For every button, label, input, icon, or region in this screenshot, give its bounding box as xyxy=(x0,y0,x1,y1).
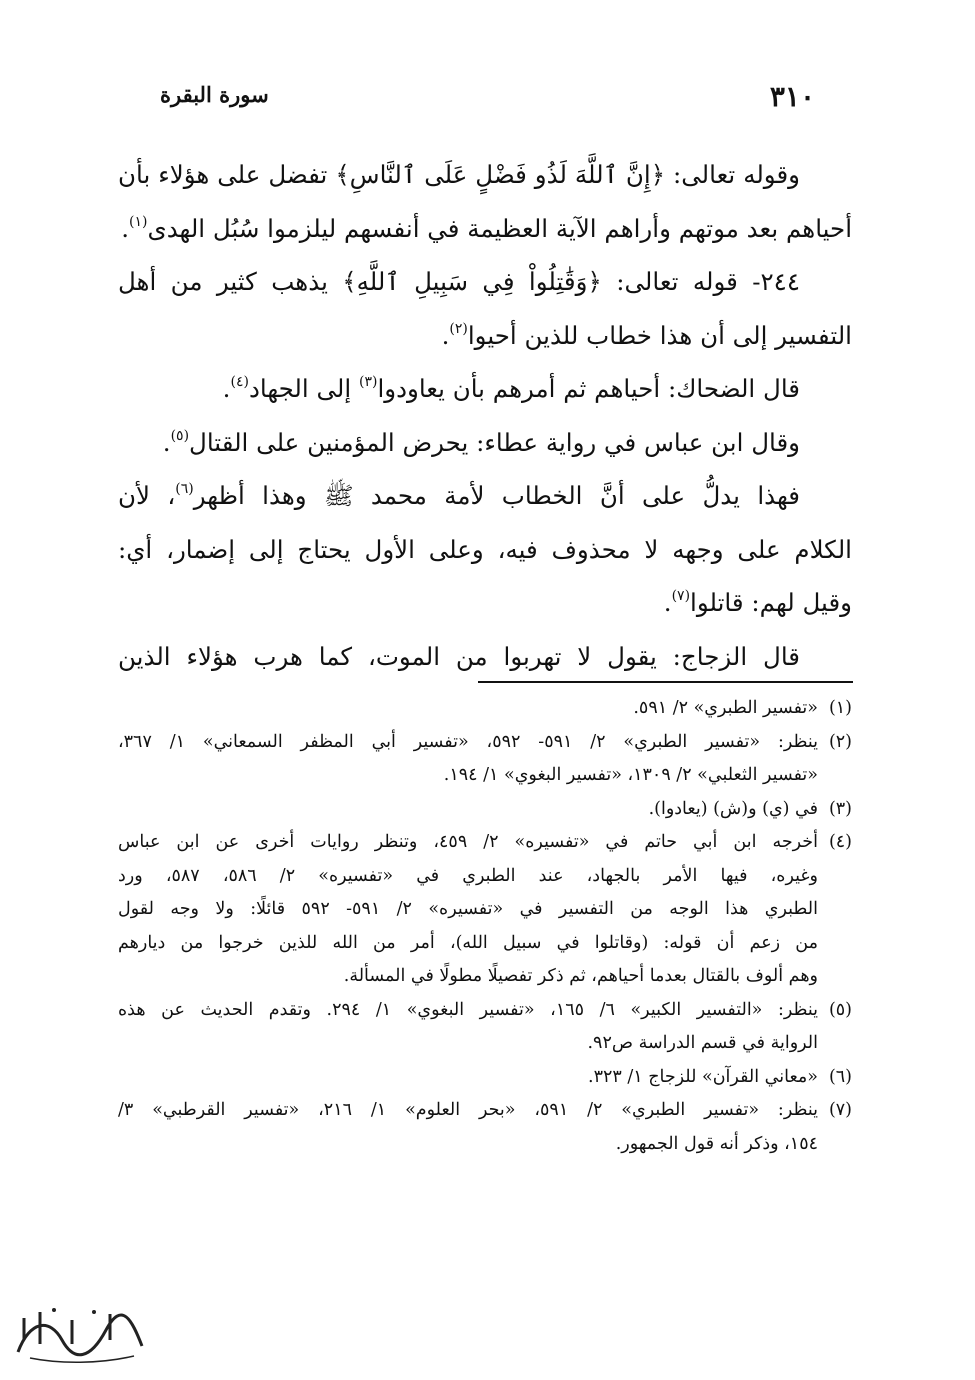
footnote-number: (٢) xyxy=(828,731,852,752)
body-line-3: ٢٤٤- قوله تعالى: ﴿وَقَٰتِلُواْ فِي سَبِيلِ ٱللَّهِ﴾ يذهب كثير من أهل xyxy=(118,267,800,296)
body-line-8: الكلام على وجهه لا محذوف فيه، وعلى الأول يحتاج إلى إضمار، أي: xyxy=(118,534,852,564)
footnote-text: الرواية في قسم الدراسة ص٩٢. xyxy=(587,1033,818,1053)
body-line-2: أحياهم بعد موتهم وأراهم الآية العظيمة في أنفسهم ليلزموا سُبُل الهدى$^{(١)}$. xyxy=(121,213,852,243)
publisher-logo xyxy=(10,1300,150,1368)
body-line-1: وقوله تعالى: ﴿إِنَّ ٱللَّهَ لَذُو فَضْلٍ عَلَى ٱلنَّاسِ﴾ تفضل على هؤلاء بأن xyxy=(118,160,800,189)
footnote-text: من زعم أن قوله: (وقاتلوا في سبيل الله)، أمر من الله للذين خرجوا من ديارهم xyxy=(118,932,818,953)
footnote-ref-4[interactable]: (٤) xyxy=(230,374,249,390)
footnote-number: (٥) xyxy=(828,999,852,1020)
footnote-3 xyxy=(118,793,852,827)
footnote-text: وهم ألوف بالقتال بعدما أحياهم، ثم ذكر تفصيلًا مطولًا في المسألة. xyxy=(343,966,818,986)
footnote-5 xyxy=(118,994,852,1061)
footnote-text: «تفسير الثعلبي» ٢/ ١٣٠٩، «تفسير البغوي» ١/ ١٩٤. xyxy=(443,765,818,785)
body-line-6: وقال ابن عباس في رواية عطاء: يحرض المؤمنين على القتال$^{(٥)}$. xyxy=(162,427,800,457)
body-line-9: وقيل لهم: قاتلوا$^{(٧)}$. xyxy=(663,588,852,617)
footnote-text: أخرجه ابن أبي حاتم في «تفسيره» ٢/ ٤٥٩، وتنظر روايات أخرى عن ابن عباس xyxy=(118,832,818,852)
footnote-ref-1[interactable]: (١) xyxy=(129,213,148,230)
body-line-5: قال الضحاك: أحياهم ثم أمرهم بأن يعاودوا$^{(٣)}$ إلى الجهاد$^{(٤)}$. xyxy=(222,374,800,403)
footnote-number: (٣) xyxy=(828,798,852,819)
body-line-4: التفسير إلى أن هذا خطاب للذين أحيوا$^{(٢)}$. xyxy=(441,320,852,350)
footnote-number: (٧) xyxy=(828,1100,852,1120)
footnote-number: (٦) xyxy=(828,1066,852,1087)
footnote-text: «تفسير الطبري» ٢/ ٥٩١. xyxy=(633,698,818,718)
footnote-7 xyxy=(118,1094,852,1161)
footnote-text: ينظر: «تفسير الطبري» ٢/ ٥٩١، «بحر العلوم» ١/ ٢١٦، «تفسير القرطبي» ٣/ xyxy=(118,1100,818,1120)
footnote-text: الطبري هذا الوجه من التفسير في «تفسيره» ٢/ ٥٩١- ٥٩٢ قائلًا: ولا وجه لقول xyxy=(118,899,818,919)
footnote-6 xyxy=(118,1061,852,1095)
body-line-10: قال الزجاج: يقول لا تهربوا من الموت، كما هرب هؤلاء الذين xyxy=(118,641,800,671)
footnote-ref-2[interactable]: (٢) xyxy=(449,320,468,337)
footnote-text: ١٥٤، وذكر أنه قول الجمهور. xyxy=(615,1133,818,1154)
footnote-separator xyxy=(478,681,853,683)
footnote-text: ينظر: «التفسير الكبير» ٦/ ١٦٥، «تفسير البغوي» ١/ ٢٩٤. وتقدم الحديث عن هذه xyxy=(118,999,819,1020)
footnotes xyxy=(118,692,852,1161)
footnote-text: وغيره، فيها الأمر بالجهاد، عند الطبري في «تفسيره» ٢/ ٥٨٦، ٥٨٧، ورد xyxy=(118,865,818,886)
main-text xyxy=(118,148,852,683)
page-number: ٣١٠ xyxy=(769,80,815,113)
footnote-text: ينظر: «تفسير الطبري» ٢/ ٥٩١- ٥٩٢، «تفسير أبي المظفر السمعاني» ١/ ٣٦٧، xyxy=(118,731,819,752)
footnote-number: (٤) xyxy=(828,832,852,852)
footnote-2 xyxy=(118,726,852,793)
footnote-text: في (ي) و(ش) (يعادوا). xyxy=(648,798,818,819)
footnote-4 xyxy=(118,826,852,994)
footnote-text: «معاني القرآن» للزجاج ١/ ٣٢٣. xyxy=(587,1066,818,1087)
surah-title: سورة البقرة xyxy=(160,82,269,107)
footnote-ref-3[interactable]: (٣) xyxy=(358,374,378,390)
footnote-1 xyxy=(118,692,852,726)
body-line-7: فهذا يدلُّ على أنَّ الخطاب لأمة محمد ﷺ وهذا أظهر$^{(٦)}$، لأن xyxy=(118,481,800,510)
footnote-ref-5[interactable]: (٥) xyxy=(170,427,190,444)
footnote-number: (١) xyxy=(828,698,852,718)
footnote-ref-6[interactable]: (٦) xyxy=(175,481,194,497)
footnote-ref-7[interactable]: (٧) xyxy=(671,588,691,604)
